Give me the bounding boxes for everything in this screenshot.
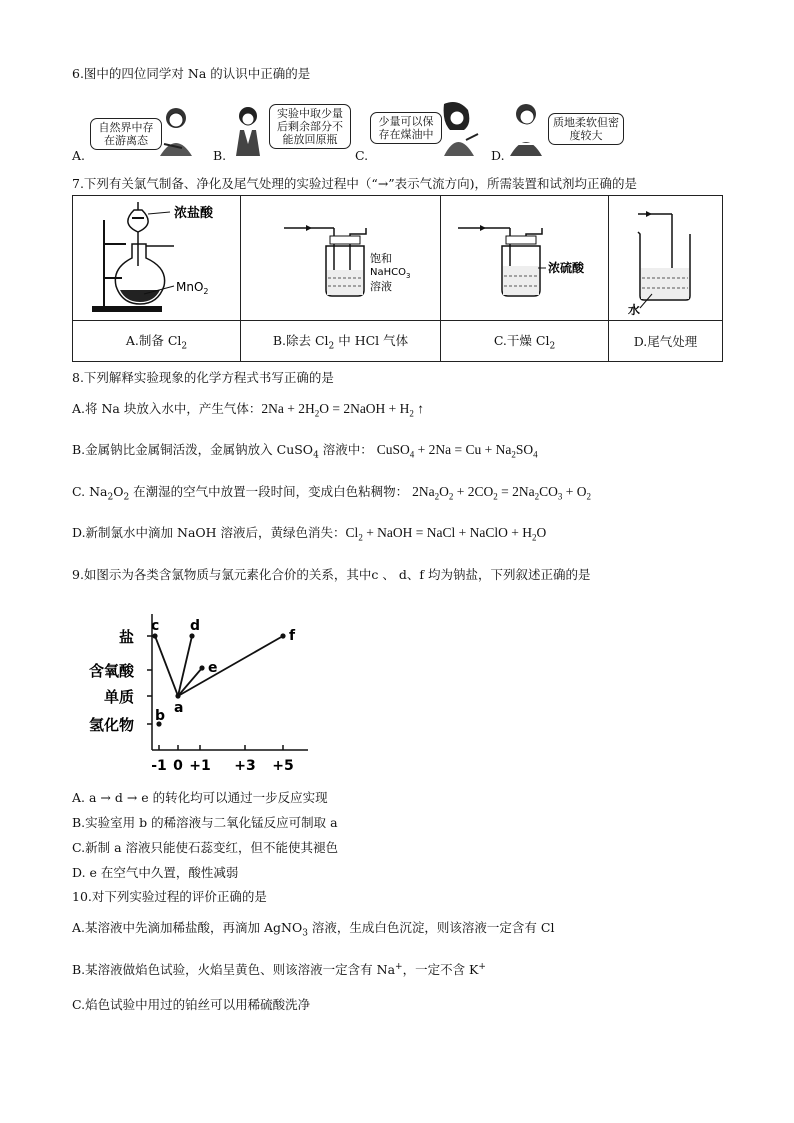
point-label-b: b <box>155 708 166 724</box>
washing-bottle-h2so4-diagram <box>450 198 600 316</box>
caption-d: D.尾气处理 <box>609 321 723 362</box>
q6-option-a-bubble: 自然界中存在游离态 <box>90 118 162 150</box>
x-tick-label: +1 <box>189 758 211 774</box>
caption-c: C.干燥 $Cl_2$ <box>441 321 609 362</box>
q6-option-b-bubble: 实验中取少量后剩余部分不能放回原瓶 <box>269 104 351 149</box>
apparatus-d-cell <box>609 196 723 321</box>
q8-option-a: A.将 Na 块放入水中，产生气体：$2Na + 2H_2O$ = 2NaOH + $H_2$ ↑ <box>72 401 425 419</box>
label-nahco3: NaHCO$_3$ <box>369 266 410 280</box>
q6-option-c-letter: C. <box>355 148 369 163</box>
q7-apparatus-table <box>72 195 723 362</box>
link-a-c <box>155 636 178 696</box>
q10-stem: 10.对下列实验过程的评价正确的是 <box>72 889 267 904</box>
q8-stem: 8.下列解释实验现象的化学方程式书写正确的是 <box>72 370 334 385</box>
point-label-f: f <box>289 628 296 644</box>
y-category-label: 氢化物 <box>88 716 134 734</box>
point-label-e: e <box>208 660 218 676</box>
q8-option-d: D.新制氯水中滴加 NaOH 溶液后，黄绿色消失：$Cl_2$ + NaOH = NaCl + NaClO + $H_2O$ <box>72 525 547 543</box>
point-label-a: a <box>174 700 184 716</box>
point-a <box>175 693 180 698</box>
q10-option-a: A.某溶液中先滴加稀盐酸，再滴加 AgNO$_3$ 溶液，生成白色沉淀，则该溶液一定含有 Cl <box>72 920 555 939</box>
q6-option-d-letter: D. <box>491 148 505 163</box>
q6-stem: 6.图中的四位同学对 Na 的认识中正确的是 <box>72 66 311 81</box>
label-water: 水 <box>627 302 640 316</box>
apparatus-c-cell <box>441 196 609 321</box>
x-tick-label: +3 <box>234 758 256 774</box>
point-e <box>199 665 204 670</box>
q10-option-c: C.焰色试验中用过的铂丝可以用稀硫酸洗净 <box>72 997 311 1012</box>
tail-gas-beaker-diagram <box>616 198 716 316</box>
point-c <box>152 633 157 638</box>
q6-option-d-bubble: 质地柔软但密度较大 <box>548 113 624 145</box>
y-category-label: 盐 <box>118 628 134 646</box>
point-f <box>280 633 285 638</box>
label-mno2: MnO$_2$ <box>175 279 208 296</box>
label-saturated: 饱和 <box>369 251 392 265</box>
caption-a: A.制备 $Cl_2$ <box>73 321 241 362</box>
q6-option-b-letter: B. <box>213 148 227 163</box>
q8-option-b: B.金属钠比金属铜活泼，金属钠放入 CuSO$_4$ 溶液中： CuSO$_4$ + $2Na = Cu + Na_2SO_4$ <box>72 442 538 461</box>
apparatus-a-cell <box>73 196 241 321</box>
q8-option-c: C. $Na_2O_2$ 在潮湿的空气中放置一段时间，变成白色粘稠物： $2Na_2O_2 + 2CO_2 = 2Na_2CO_3 + O_2$ <box>72 484 592 503</box>
q6-option-c-bubble: 少量可以保存在煤油中 <box>370 112 442 144</box>
y-category-label: 含氧酸 <box>88 662 134 680</box>
link-a-f <box>178 636 283 696</box>
label-solution: 溶液 <box>369 279 392 293</box>
q9-option-b: B.实验室用 b 的稀溶液与二氧化锰反应可制取 a <box>72 815 338 830</box>
y-category-label: 单质 <box>103 688 134 706</box>
x-tick-label: 0 <box>173 758 183 774</box>
point-label-c: c <box>151 618 160 634</box>
q9-option-d: D. e 在空气中久置，酸性减弱 <box>72 865 239 880</box>
x-tick-label: +5 <box>272 758 294 774</box>
student-c-illustration <box>436 100 480 158</box>
q7-stem: 7.下列有关氯气制备、净化及尾气处理的实验过程中（“→”表示气流方向)，所需装置和试剂均正确的是 <box>72 176 638 191</box>
student-a-illustration <box>156 104 196 158</box>
q9-option-c: C.新制 a 溶液只能使石蕊变红，但不能使其褪色 <box>72 840 338 855</box>
student-b-illustration <box>230 104 266 158</box>
q10-option-b: B.某溶液做焰色试验，火焰呈黄色、则该溶液一定含有 Na+，一定不含 K+ <box>72 961 486 977</box>
student-d-illustration <box>506 100 546 158</box>
apparatus-b-cell <box>241 196 441 321</box>
point-d <box>189 633 194 638</box>
q9-valence-chart <box>76 610 316 780</box>
x-tick-label: -1 <box>151 758 167 774</box>
q6-option-a-letter: A. <box>72 148 86 163</box>
washing-bottle-nahco3-diagram <box>266 198 416 316</box>
label-conc-h2so4: 浓硫酸 <box>547 260 584 275</box>
chlorine-generator-diagram <box>82 198 232 316</box>
label-conc-hcl: 浓盐酸 <box>173 205 213 221</box>
q9-stem: 9.如图示为各类含氯物质与氯元素化合价的关系，其中c 、 d、f 均为钠盐，下列叙述正确的是 <box>72 567 591 582</box>
q9-option-a: A. a → d → e 的转化均可以通过一步反应实现 <box>72 790 328 805</box>
caption-b: B.除去 $Cl_2$ 中 HCl 气体 <box>241 321 441 362</box>
point-label-d: d <box>190 618 201 634</box>
